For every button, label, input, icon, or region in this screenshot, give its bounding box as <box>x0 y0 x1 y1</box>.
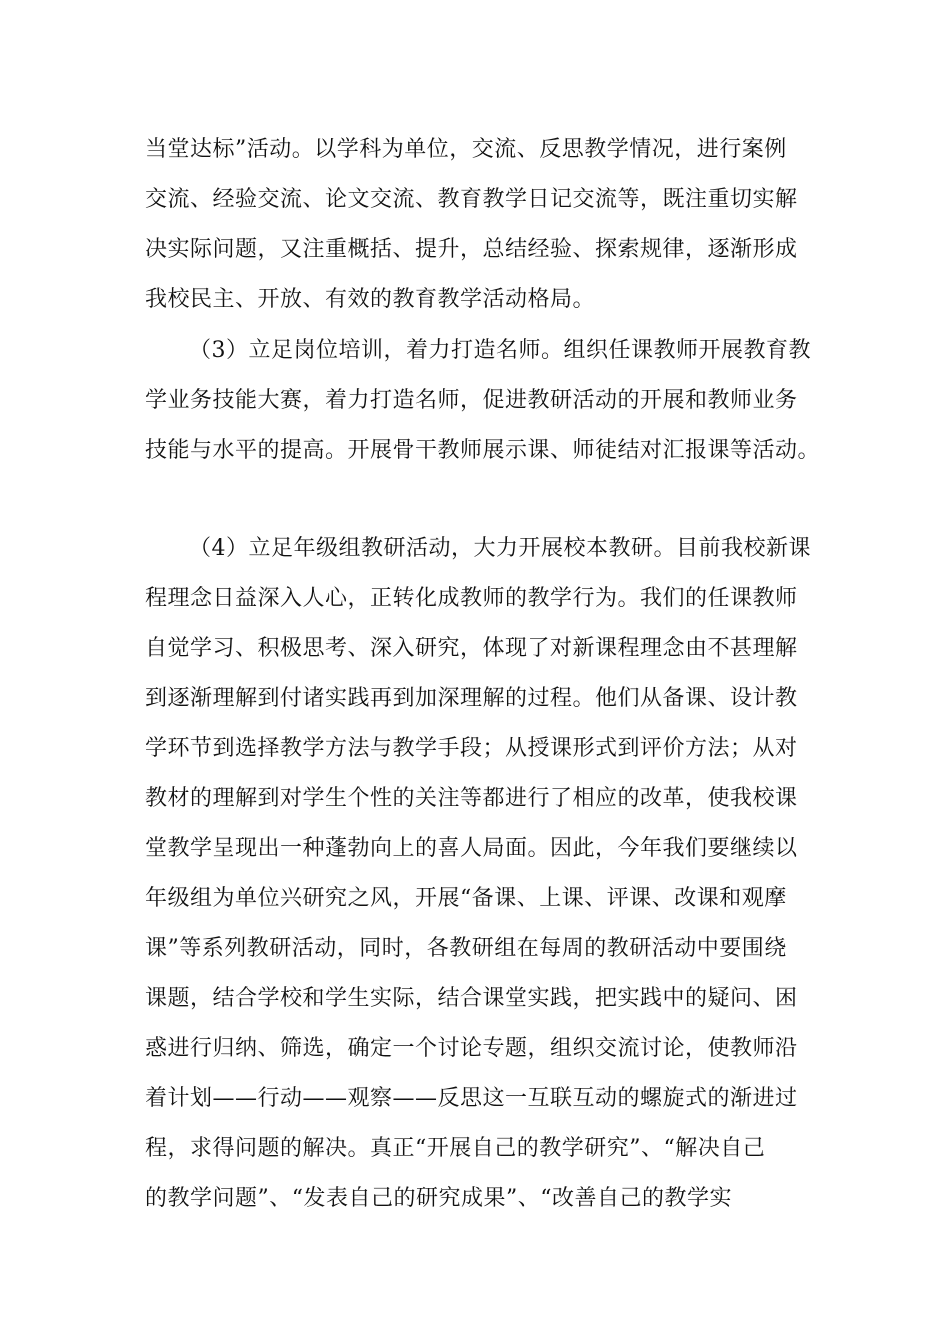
paragraph-1-line-3: 决实际问题，又注重概括、提升，总结经验、探索规律，逐渐形成 <box>145 237 798 262</box>
paragraph-3-line-12: 着计划——行动——观察——反思这一互联互动的螺旋式的渐进过 <box>145 1086 798 1111</box>
paragraph-2-line-3: 技能与水平的提高。开展骨干教师展示课、师徒结对汇报课等活动。 <box>145 438 821 463</box>
paragraph-1-line-1: 当堂达标”活动。以学科为单位，交流、反思教学情况，进行案例 <box>145 137 787 162</box>
paragraph-3-line-6: 教材的理解到对学生个性的关注等都进行了相应的改革，使我校课 <box>145 786 798 811</box>
paragraph-3-line-11: 惑进行归纳、筛选，确定一个讨论专题，组织交流讨论，使教师沿 <box>145 1036 798 1061</box>
paragraph-3-line-5: 学环节到选择教学方法与教学手段；从授课形式到评价方法；从对 <box>145 736 798 761</box>
paragraph-3-line-2: 程理念日益深入人心，正转化成教师的教学行为。我们的任课教师 <box>145 586 798 611</box>
paragraph-3-line-3: 自觉学习、积极思考、深入研究，体现了对新课程理念由不甚理解 <box>145 636 798 661</box>
paragraph-3-line-14: 的教学问题”、“发表自己的研究成果”、“改善自己的教学实 <box>145 1186 732 1211</box>
paragraph-3-line-7: 堂教学呈现出一种蓬勃向上的喜人局面。因此，今年我们要继续以 <box>145 836 798 861</box>
paragraph-3-line-13: 程，求得问题的解决。真正“开展自己的教学研究”、“解决自己 <box>145 1136 766 1161</box>
paragraph-3-line-4: 到逐渐理解到付诸实践再到加深理解的过程。他们从备课、设计教 <box>145 686 798 711</box>
paragraph-3-line-9: 课”等系列教研活动，同时，各教研组在每周的教研活动中要围绕 <box>145 936 787 961</box>
paragraph-2-line-2: 学业务技能大赛，着力打造名师，促进教研活动的开展和教师业务 <box>145 388 798 413</box>
paragraph-3-line-1: （4）立足年级组教研活动，大力开展校本教研。目前我校新课 <box>189 536 811 561</box>
paragraph-3-line-8: 年级组为单位兴研究之风，开展“备课、上课、评课、改课和观摩 <box>145 886 787 911</box>
paragraph-2-line-1: （3）立足岗位培训，着力打造名师。组织任课教师开展教育教 <box>189 338 811 363</box>
paragraph-1-line-2: 交流、经验交流、论文交流、教育教学日记交流等，既注重切实解 <box>145 187 798 212</box>
paragraph-3-line-10: 课题，结合学校和学生实际，结合课堂实践，把实践中的疑问、困 <box>145 986 798 1011</box>
paragraph-1-line-4: 我校民主、开放、有效的教育教学活动格局。 <box>145 287 596 312</box>
